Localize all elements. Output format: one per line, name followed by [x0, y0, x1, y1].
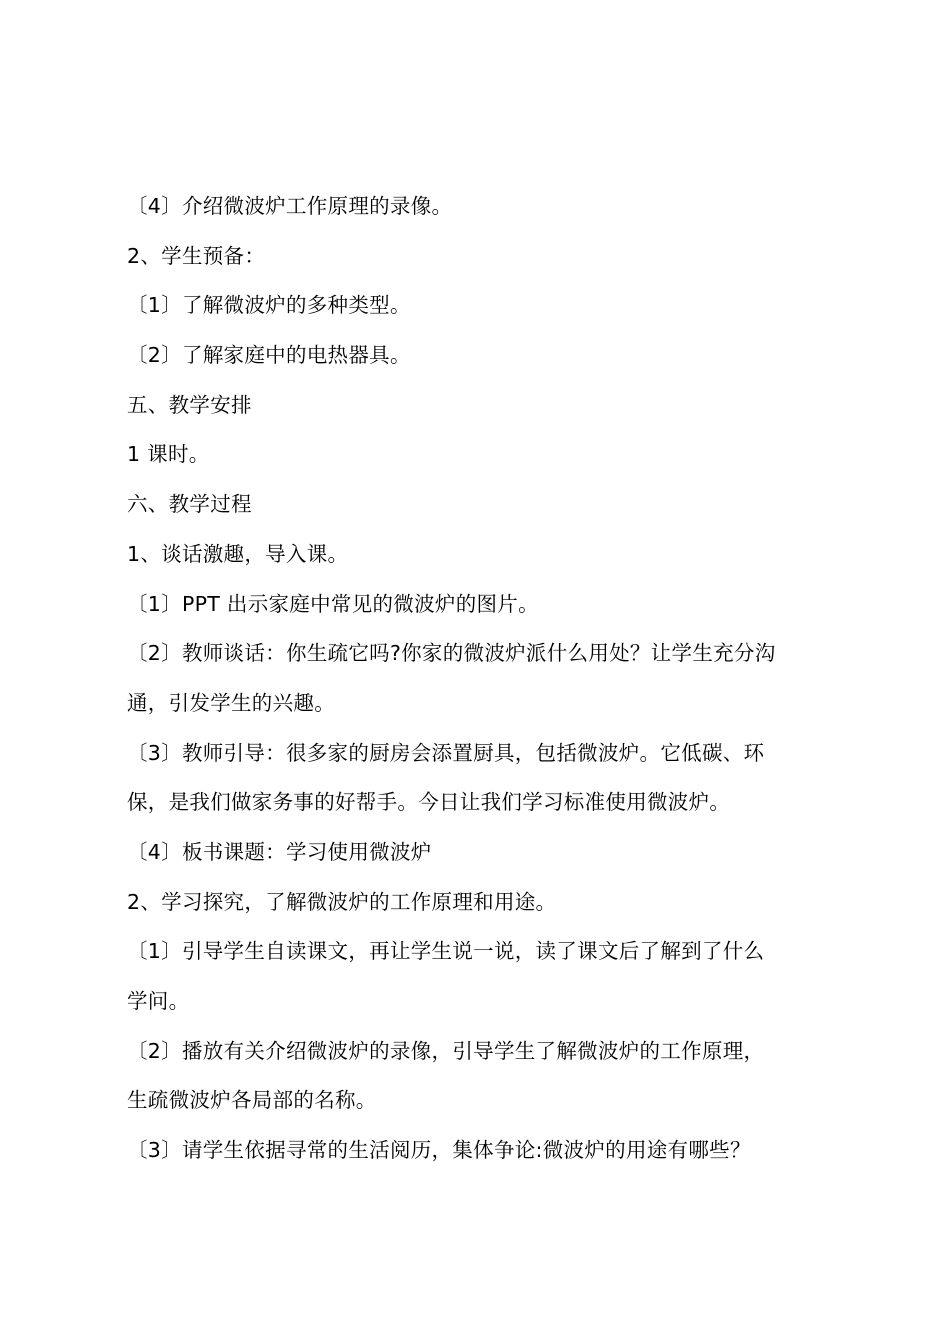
text-line: 〔1〕引导学生自读课文，再让学生说一说，读了课文后了解到了什么 [127, 939, 765, 964]
text-line: 学问。 [127, 989, 190, 1013]
text-line: 〔2〕教师谈话：你生疏它吗?你家的微波炉派什么用处？让学生充分沟 [127, 641, 776, 666]
text-line: 2、学生预备： [127, 243, 266, 268]
section-heading: 五、教学安排 [127, 392, 252, 417]
text-line: 通，引发学生的兴趣。 [127, 690, 335, 715]
document-body [127, 182, 835, 1176]
text-line: 2、学习探究，了解微波炉的工作原理和用途。 [127, 889, 557, 914]
text-line: 保，是我们做家务事的好帮手。今日让我们学习标准使用微波炉。 [127, 790, 731, 815]
text-line: 〔1〕PPT 出示家庭中常见的微波炉的图片。 [127, 591, 539, 616]
text-line: 1、谈话激趣，导入课。 [127, 541, 349, 566]
text-line: 〔2〕了解家庭中的电热器具。 [127, 343, 411, 368]
text-line: 〔4〕介绍微波炉工作原理的录像。 [127, 194, 453, 218]
text-line: 〔4〕板书课题：学习使用微波炉 [127, 839, 432, 864]
text-line: 〔3〕教师引导：很多家的厨房会添置厨具，包括微波炉。它低碳、环 [127, 740, 765, 765]
text-line: 〔2〕播放有关介绍微波炉的录像，引导学生了解微波炉的工作原理， [127, 1038, 765, 1063]
text-line: 〔3〕请学生依据寻常的生活阅历，集体争论:微波炉的用途有哪些？ [127, 1138, 751, 1163]
text-line: 〔1〕了解微波炉的多种类型。 [127, 293, 411, 318]
text-line: 生疏微波炉各局部的名称。 [127, 1088, 377, 1113]
text-line: 1 课时。 [127, 442, 210, 467]
section-heading: 六、教学过程 [127, 492, 252, 517]
